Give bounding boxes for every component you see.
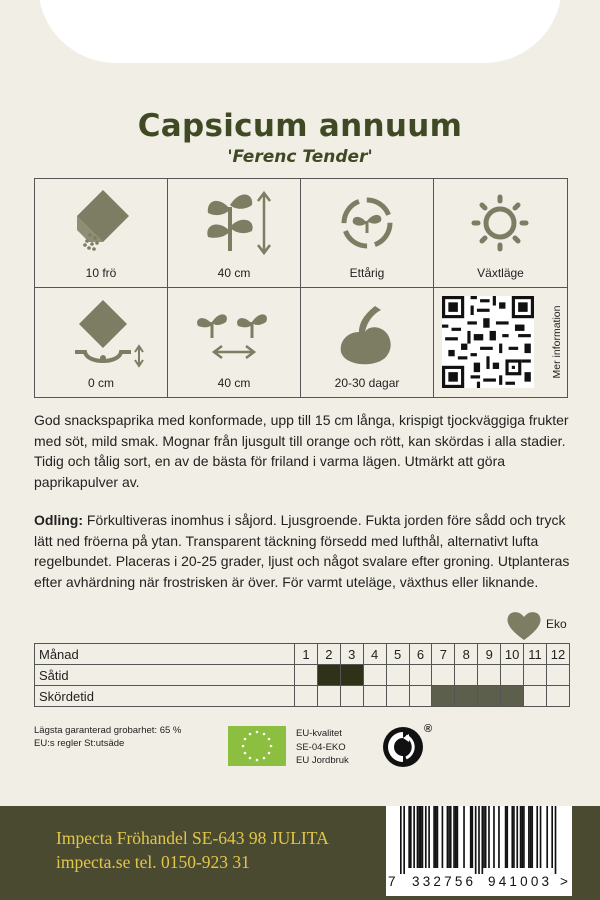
barcode-bar <box>481 806 483 874</box>
sowing-row <box>35 665 570 686</box>
month-cell: 11 <box>524 644 547 665</box>
site-cell <box>434 179 567 288</box>
barcode-first-digit: 7 <box>388 874 396 889</box>
site-label: Växtläge <box>477 266 524 280</box>
sowing-calendar <box>34 643 570 707</box>
barcode-bar <box>555 806 557 874</box>
eu-organic-leaf-icon <box>228 726 286 766</box>
heart-icon <box>506 610 542 642</box>
month-cell: 7 <box>432 644 455 665</box>
calendar-empty-cell <box>363 665 386 686</box>
info-icon-grid <box>34 178 568 398</box>
spacing-cell <box>168 288 301 397</box>
barcode-bar <box>425 806 427 868</box>
calendar-empty-cell <box>546 686 569 707</box>
barcode-bar <box>478 806 480 874</box>
seed-count-label: 10 frö <box>85 266 117 280</box>
barcode-bar <box>523 806 525 868</box>
calendar-empty-cell <box>363 686 386 707</box>
barcode-bar <box>531 806 533 868</box>
calendar-empty-cell <box>386 686 409 707</box>
month-cell: 1 <box>295 644 318 665</box>
barcode-bar <box>463 806 465 868</box>
calendar-empty-cell <box>432 665 455 686</box>
barcode-bar <box>483 806 485 868</box>
barcode-bar <box>418 806 420 868</box>
barcode-bar <box>447 806 449 868</box>
barcode-bar <box>417 806 419 868</box>
barcode-bar <box>470 806 472 868</box>
harvest-month-marked <box>455 686 478 707</box>
calendar-empty-cell <box>295 686 318 707</box>
eko-label: Eko <box>546 617 567 631</box>
registered-mark: ® <box>424 723 433 735</box>
harvest-month-marked <box>501 686 524 707</box>
seed-count-cell <box>35 179 168 288</box>
month-cell: 10 <box>501 644 524 665</box>
eu-organic-info <box>296 727 349 768</box>
variety-description: God snackspaprika med konformade, upp till 15 cm långa, krispigt tjockväggiga frukter med söt, mild smak. Mognar från ljusgult till orange och rött, kan skördas i alla stadier. Tidig och tålig sort, en av de bästa för friland i varma lägen. Utmärkt att göra paprikapulver av. <box>34 412 569 490</box>
month-cell: 12 <box>546 644 569 665</box>
harvest-month-marked <box>432 686 455 707</box>
cultivation-instructions <box>34 510 570 592</box>
company-contact-line: impecta.se tel. 0150-923 31 <box>56 852 250 872</box>
barcode-bar <box>455 806 457 868</box>
calendar-empty-cell <box>455 665 478 686</box>
calendar-empty-cell <box>340 686 363 707</box>
barcode-bar <box>551 806 553 868</box>
barcode-bar <box>498 806 500 868</box>
barcode-group-left: 332756 <box>412 874 477 889</box>
sowing-depth-label: 0 cm <box>87 376 114 390</box>
barcode-bar <box>453 806 455 868</box>
spacing-label: 40 cm <box>217 376 251 390</box>
barcode-bar <box>422 806 424 868</box>
barcode-bar <box>410 806 412 868</box>
calendar-header-row <box>35 644 570 665</box>
barcode-bar <box>437 806 439 868</box>
harvest-month-marked <box>478 686 501 707</box>
germination-label: 20-30 dagar <box>334 376 400 390</box>
sowing-label: Såtid <box>35 665 295 686</box>
barcode-bar <box>506 806 508 868</box>
barcode-bar <box>530 806 532 868</box>
barcode-group-right: 941003 <box>488 874 553 889</box>
barcode-bar <box>528 806 530 868</box>
barcode-bars <box>400 806 558 874</box>
ean-barcode <box>386 806 572 896</box>
calendar-empty-cell <box>501 665 524 686</box>
barcode-bar <box>448 806 450 868</box>
barcode-bar <box>403 806 405 874</box>
month-cell: 5 <box>386 644 409 665</box>
barcode-bar <box>420 806 422 868</box>
species-title: Capsicum annuum <box>137 108 463 144</box>
cultivation-text: Förkultiveras inomhus i såjord. Ljusgroende. Fukta jorden före sådd och tryck lätt ned fröerna på ytan. Transparent täckning försedd med lufthål, alternativt lufta regelbundet. Placeras i 20-25 grader, ljust och något svalare efter groning. Utplanteras efter avhärdning när frostrisken är över. För varmt uteläge, växthus eller liknande. <box>34 512 570 590</box>
month-cell: 9 <box>478 644 501 665</box>
lifecycle-label: Ettårig <box>349 266 385 280</box>
barcode-bar <box>505 806 507 868</box>
sowing-month-marked <box>317 665 340 686</box>
barcode-bar <box>435 806 437 868</box>
month-cell: 6 <box>409 644 432 665</box>
calendar-empty-cell <box>386 665 409 686</box>
eu-control-code: SE-04-EKO <box>296 741 346 753</box>
green-dot-recycling-icon <box>382 726 424 768</box>
barcode-bar <box>457 806 459 868</box>
calendar-empty-cell <box>524 686 547 707</box>
company-name-line: Impecta Fröhandel SE-643 98 JULITA <box>56 828 329 848</box>
barcode-bar <box>442 806 444 868</box>
more-info-cell[interactable] <box>434 288 567 397</box>
calendar-empty-cell <box>317 686 340 707</box>
calendar-empty-cell <box>295 665 318 686</box>
sowing-month-marked <box>340 665 363 686</box>
month-cell: 3 <box>340 644 363 665</box>
harvest-label: Skördetid <box>35 686 295 707</box>
eu-agriculture: EU Jordbruk <box>296 755 349 766</box>
harvest-row <box>35 686 570 707</box>
barcode-bar <box>540 806 542 868</box>
barcode-bar <box>513 806 515 868</box>
legal-info <box>34 724 181 750</box>
cultivation-heading: Odling: <box>34 512 83 528</box>
barcode-bar <box>546 806 548 868</box>
barcode-bar <box>413 806 415 868</box>
more-info-label: Mer information <box>551 305 563 379</box>
barcode-bar <box>472 806 474 868</box>
barcode-bar <box>488 806 490 868</box>
calendar-empty-cell <box>546 665 569 686</box>
calendar-empty-cell <box>409 665 432 686</box>
barcode-bar <box>408 806 410 868</box>
barcode-bar <box>511 806 513 868</box>
month-cell: 4 <box>363 644 386 665</box>
height-label: 40 cm <box>217 266 251 280</box>
eu-quality: EU-kvalitet <box>296 728 342 739</box>
barcode-bar <box>520 806 522 868</box>
variety-name: 'Ferenc Tender' <box>227 147 373 167</box>
hang-tab-cutout <box>38 0 562 63</box>
barcode-bar <box>536 806 538 868</box>
seed-rules: EU:s regler St:utsäde <box>34 738 125 749</box>
barcode-bar <box>400 806 402 874</box>
month-header: Månad <box>35 644 295 665</box>
barcode-end-mark: > <box>560 874 568 889</box>
company-address <box>56 826 329 874</box>
barcode-bar <box>433 806 435 868</box>
calendar-empty-cell <box>524 665 547 686</box>
barcode-bar <box>485 806 487 868</box>
calendar-empty-cell <box>409 686 432 707</box>
barcode-bar <box>428 806 430 868</box>
barcode-bar <box>493 806 495 868</box>
lifecycle-cell <box>301 179 434 288</box>
germination-cell <box>301 288 434 397</box>
barcode-bar <box>516 806 518 868</box>
month-cell: 2 <box>317 644 340 665</box>
qr-code-icon[interactable] <box>442 296 534 388</box>
height-cell <box>168 179 301 288</box>
sowing-depth-cell <box>35 288 168 397</box>
calendar-empty-cell <box>478 665 501 686</box>
barcode-bar <box>521 806 523 868</box>
month-cell: 8 <box>455 644 478 665</box>
barcode-bar <box>475 806 477 874</box>
barcode-bar <box>450 806 452 868</box>
germination-guarantee: Lägsta garanterad grobarhet: 65 % <box>34 725 182 736</box>
